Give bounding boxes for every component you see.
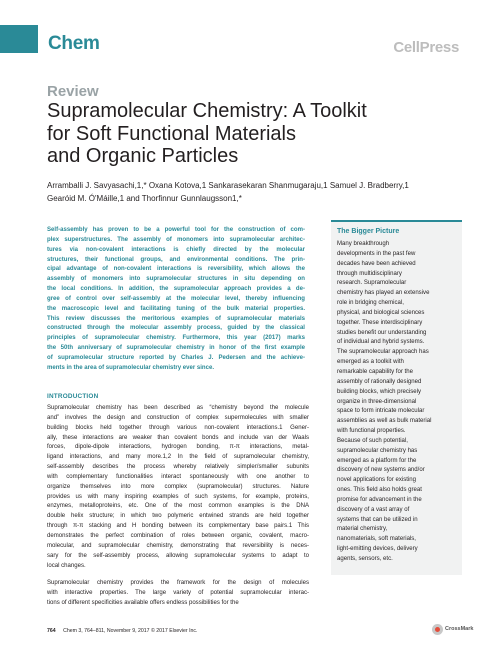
bigger-picture-line: discovery of new systems and/or: [337, 467, 425, 474]
abstract-line: Self-assembly has proven to be a powerful tool for the construction of com-: [47, 227, 305, 233]
intro-line: ally, these interactions are weaker than covalent bonds and include van der Waals: [47, 434, 309, 441]
abstract-line: This review discusses the meritorious examples of supramolecular materials: [47, 315, 305, 322]
author-line: Gearóid M. Ó'Máille,1 and Thorfinnur Gunnlaugsson1,*: [47, 194, 242, 203]
abstract: [47, 226, 305, 374]
abstract-line: of supramolecular structure reported by Charles J. Pedersen and the achieve-: [47, 354, 305, 361]
publisher-logo: CellPress: [393, 39, 459, 56]
journal-color-bar: [0, 25, 38, 53]
bigger-picture-line: through multidisciplinary: [337, 270, 402, 277]
intro-line: demonstrates the perfect combination of roles between organic, covalent, macro-: [47, 532, 309, 539]
bigger-picture-line: emerged as a toolkit with: [337, 359, 404, 366]
intro-line: Supramolecular chemistry provides the framework for the design of molecules: [47, 580, 309, 587]
abstract-line: gree of control over self-assembly at the molecular level, thereby influencing: [47, 295, 305, 302]
intro-line: organize themselves into more complex (supramolecular) structures. Nature: [47, 483, 309, 490]
intro-line: Supramolecular chemistry has been described as “chemistry beyond the molecule: [47, 405, 309, 411]
title-line: for Soft Functional Materials: [47, 122, 296, 145]
intro-line: double helix structure; in which two polymeric entwined strands are held together: [47, 513, 309, 520]
bigger-picture-line: emerged as a platform for the: [337, 457, 417, 464]
bigger-picture-line: Because of such potential,: [337, 437, 408, 444]
bigger-picture-line: chemistry has played an extensive: [337, 290, 430, 297]
page-footer: [47, 628, 197, 634]
bigger-picture-line: research. Supramolecular: [337, 280, 407, 287]
abstract-line: tures via non-covalent interactions is chiefly directed by the molecular: [47, 246, 305, 253]
bigger-picture-line: ones. This field also holds great: [337, 487, 422, 494]
bigger-picture-heading: The Bigger Picture: [337, 228, 400, 235]
bigger-picture-line: space to form intricate molecular: [337, 408, 425, 415]
paragraph-gap: [47, 571, 309, 579]
bigger-picture-line: agents, sensors, etc.: [337, 556, 393, 562]
bigger-picture-line: developments in the past few: [337, 250, 416, 257]
bigger-picture-line: systems that can be utilized in: [337, 516, 418, 523]
abstract-line: plex superstructures. The assembly of monomers into supramolecular architec-: [47, 236, 305, 243]
intro-line: forces, dipole-dipole interactions, hydrogen bonding, π-π interactions, metal-: [47, 444, 309, 451]
bigger-picture-line: role in bridging chemical,: [337, 300, 404, 307]
intro-line: and” involves the design and construction of complex supermolecules with smaller: [47, 414, 309, 421]
intro-line: with complementary functionalities interact spontaneously with one another to: [47, 473, 309, 480]
article-type: Review: [47, 83, 99, 100]
title-line: Supramolecular Chemistry: A Toolkit: [47, 100, 367, 122]
intro-line: tions of different specificities available offers endless possibilities for the: [47, 600, 239, 607]
intro-line: provides us with many inspiring examples of such systems, for example, proteins,: [47, 493, 309, 500]
bigger-picture-body: [337, 240, 459, 565]
abstract-line: structures, their functional groups, and environmental conditions. The prin-: [47, 256, 305, 263]
bigger-picture-line: physical, and biological sciences: [337, 309, 425, 316]
bigger-picture-line: remarkable capability for the: [337, 368, 413, 375]
bigger-picture-line: of individual and hybrid systems.: [337, 339, 425, 346]
bigger-picture-line: studies benefit our understanding: [337, 329, 427, 336]
abstract-line: the 50th anniversary of supramolecular chemistry in honor of the first example: [47, 345, 305, 352]
page-number: 764: [47, 628, 56, 634]
bigger-picture-line: light-emitting devices, delivery: [337, 546, 418, 553]
bigger-picture-line: organize in three-dimensional: [337, 398, 417, 405]
bigger-picture-line: supramolecular chemistry has: [337, 447, 418, 454]
abstract-line: ments in the area of supramolecular chemistry ever since.: [47, 364, 215, 371]
article-title: [47, 100, 467, 168]
abstract-line: principles of supramolecular chemistry. Furthermore, this year (2017) marks: [47, 335, 305, 342]
intro-line: through π-π stacking and H bonding between its complementary base pairs.1 This: [47, 523, 309, 530]
crossmark-icon: [432, 624, 443, 635]
crossmark-badge[interactable]: [432, 624, 474, 636]
bigger-picture-line: together. These interdisciplinary: [337, 319, 423, 326]
introduction-heading: INTRODUCTION: [47, 393, 99, 400]
author-list: [47, 179, 467, 205]
bigger-picture-line: nanomaterials, soft materials,: [337, 536, 416, 543]
crossmark-label: CrossMark: [445, 626, 474, 632]
bigger-picture-line: material chemistry,: [337, 526, 388, 533]
bigger-picture-line: decades have been achieved: [337, 260, 416, 267]
introduction-body: [47, 404, 309, 609]
intro-line: local changes.: [47, 562, 86, 569]
citation: Chem 3, 764–811, November 9, 2017 © 2017 Elsevier Inc.: [63, 628, 198, 634]
abstract-line: the macroscopic level and facilitating tuning of the bulk material properties.: [47, 305, 305, 312]
bigger-picture-line: Many breakthrough: [337, 241, 390, 247]
bigger-picture-line: with functional properties.: [337, 428, 406, 435]
bigger-picture-line: The supramolecular approach has: [337, 349, 429, 356]
abstract-line: constructed through the molecular assembly process, guided by the classical: [47, 325, 305, 332]
intro-line: building blocks held together through various non-covalent interactions.1 Gener-: [47, 424, 309, 431]
bigger-picture-line: novel applications for existing: [337, 477, 416, 484]
abstract-line: cipal advantage of non-covalent interactions is reversibility, which allows the: [47, 266, 305, 273]
intro-line: with interactive properties. The large variety of potential supramolecular interac-: [47, 590, 309, 597]
intro-line: molecular, and supramolecular chemistry, demonstrating that reversibility is neces-: [47, 542, 309, 549]
bigger-picture-line: discovery of a vast array of: [337, 506, 410, 513]
author-line: Arramballi J. Savyasachi,1,* Oxana Kotova,1 Sankarasekaran Shanmugaraju,1 Samuel J. Bradberry,1: [47, 181, 409, 190]
bigger-picture-line: promise for advancement in the: [337, 496, 422, 503]
intro-line: self-assembly describes the process whereby relatively simpler/smaller subunits: [47, 464, 309, 471]
bigger-picture-line: assembly of rationally designed: [337, 378, 422, 385]
bigger-picture-line: assemblies as well as bulk material: [337, 418, 432, 425]
abstract-line: assembly of monomers into supramolecular structures in situ depending on: [47, 276, 305, 283]
intro-line: ligand interactions, and many more.1,2 In the field of supramolecular chemistry,: [47, 454, 309, 461]
title-line: and Organic Particles: [47, 145, 239, 167]
bigger-picture-line: building blocks, which precisely: [337, 388, 422, 395]
journal-name: Chem: [48, 33, 100, 54]
intro-line: sary for the self-assembly process, allowing supramolecular systems to adapt to: [47, 552, 309, 559]
intro-line: enzymes, metalloproteins, etc. One of the most common examples is the DNA: [47, 503, 309, 510]
abstract-line: the local conditions. In addition, the supramolecular approach provides a de-: [47, 286, 305, 293]
bigger-picture-rule: [331, 220, 462, 222]
